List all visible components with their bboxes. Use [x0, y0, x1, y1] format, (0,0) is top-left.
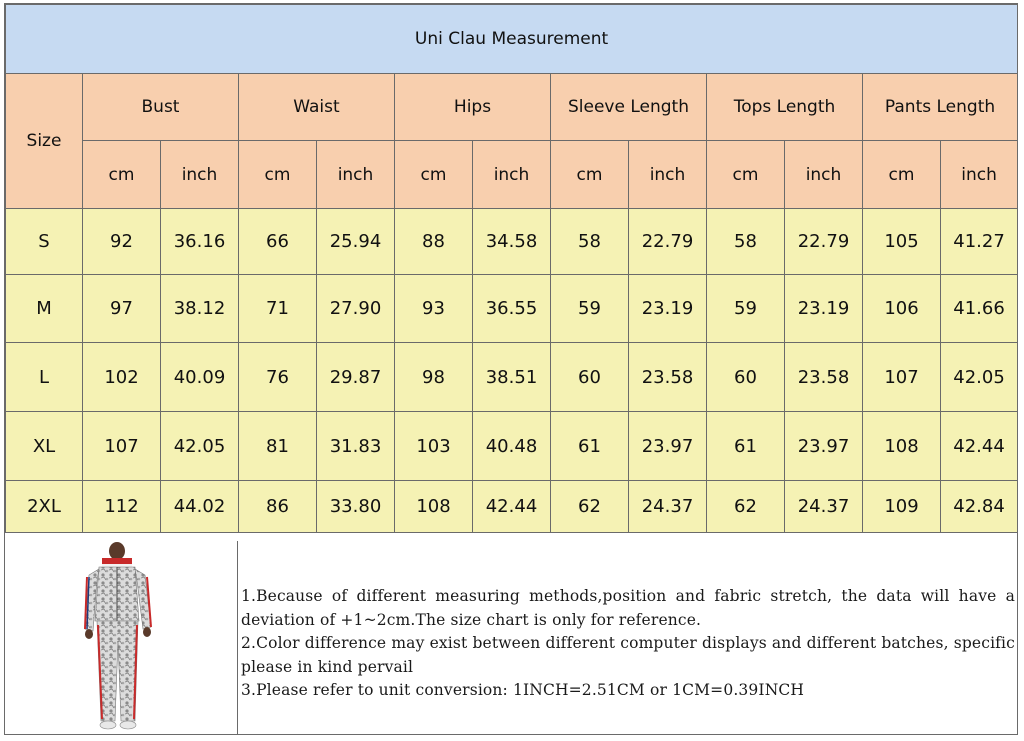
measurement-cell: 42.05	[161, 412, 239, 481]
measurement-cell: 103	[395, 412, 473, 481]
measurement-cell: 86	[239, 481, 317, 533]
size-label: M	[6, 275, 83, 343]
measurement-cell: 40.09	[161, 343, 239, 412]
measurement-cell: 36.55	[473, 275, 551, 343]
measurement-cell: 59	[551, 275, 629, 343]
measurement-cell: 23.58	[629, 343, 707, 412]
unit-header-cm: cm	[863, 141, 941, 209]
measurement-cell: 71	[239, 275, 317, 343]
measurement-cell: 60	[551, 343, 629, 412]
measurement-cell: 44.02	[161, 481, 239, 533]
measurement-cell: 24.37	[785, 481, 863, 533]
measurement-cell: 105	[863, 209, 941, 275]
measurement-cell: 41.27	[941, 209, 1018, 275]
measurement-cell: 23.97	[785, 412, 863, 481]
measurement-cell: 107	[863, 343, 941, 412]
size-label: L	[6, 343, 83, 412]
group-header-tops-length: Tops Length	[707, 74, 863, 141]
unit-header-inch: inch	[317, 141, 395, 209]
measurement-cell: 40.48	[473, 412, 551, 481]
size-notes	[238, 541, 1017, 734]
unit-header-inch: inch	[473, 141, 551, 209]
measurement-cell: 23.97	[629, 412, 707, 481]
size-header: Size	[6, 74, 83, 209]
measurement-cell: 66	[239, 209, 317, 275]
group-header-waist: Waist	[239, 74, 395, 141]
measurement-cell: 112	[83, 481, 161, 533]
measurement-cell: 108	[395, 481, 473, 533]
unit-header-cm: cm	[707, 141, 785, 209]
measurement-cell: 97	[83, 275, 161, 343]
measurement-cell: 23.19	[629, 275, 707, 343]
measurement-cell: 88	[395, 209, 473, 275]
table-title: Uni Clau Measurement	[6, 5, 1018, 74]
table-row	[6, 275, 1018, 343]
model-figure-image	[5, 541, 237, 734]
measurement-cell: 76	[239, 343, 317, 412]
measurement-cell: 22.79	[785, 209, 863, 275]
measurement-cell: 33.80	[317, 481, 395, 533]
measurement-cell: 36.16	[161, 209, 239, 275]
measurement-cell: 62	[707, 481, 785, 533]
group-header-bust: Bust	[83, 74, 239, 141]
note-unit-conversion: 3.Please refer to unit conversion: 1INCH=2.51CM or 1CM=0.39INCH	[241, 681, 805, 700]
unit-header-inch: inch	[629, 141, 707, 209]
unit-header-inch: inch	[161, 141, 239, 209]
measurement-cell: 61	[707, 412, 785, 481]
measurement-cell: 106	[863, 275, 941, 343]
measurement-cell: 34.58	[473, 209, 551, 275]
size-label: 2XL	[6, 481, 83, 533]
measurement-cell: 22.79	[629, 209, 707, 275]
measurement-cell: 102	[83, 343, 161, 412]
measurement-cell: 42.44	[941, 412, 1018, 481]
measurement-cell: 109	[863, 481, 941, 533]
measurement-cell: 93	[395, 275, 473, 343]
group-header-hips: Hips	[395, 74, 551, 141]
unit-header-cm: cm	[83, 141, 161, 209]
measurement-rows	[6, 209, 1018, 533]
measurement-cell: 58	[707, 209, 785, 275]
table-row	[6, 481, 1018, 533]
unit-header-row	[6, 141, 1018, 209]
size-chart	[4, 3, 1018, 735]
measurement-cell: 24.37	[629, 481, 707, 533]
measurement-cell: 23.58	[785, 343, 863, 412]
note-measurement-deviation: 1.Because of different measuring methods,position and fabric stretch, the data will have a deviation of +1~2cm.The size chart is only for reference.	[241, 587, 1015, 629]
measurement-cell: 58	[551, 209, 629, 275]
measurement-cell: 42.05	[941, 343, 1018, 412]
measurement-cell: 29.87	[317, 343, 395, 412]
measurement-cell: 81	[239, 412, 317, 481]
measurement-cell: 59	[707, 275, 785, 343]
size-label: S	[6, 209, 83, 275]
unit-header-cm: cm	[239, 141, 317, 209]
measurement-cell: 23.19	[785, 275, 863, 343]
measurement-cell: 31.83	[317, 412, 395, 481]
note-color-difference: 2.Color difference may exist between different computer displays and different batches, specific please in kind pervail	[241, 634, 1015, 676]
footer-section	[5, 541, 1017, 734]
measurement-cell: 42.84	[941, 481, 1018, 533]
measurement-cell: 38.51	[473, 343, 551, 412]
size-table	[5, 4, 1018, 533]
table-row	[6, 412, 1018, 481]
unit-header-cm: cm	[395, 141, 473, 209]
measurement-cell: 62	[551, 481, 629, 533]
measurement-cell: 60	[707, 343, 785, 412]
size-label: XL	[6, 412, 83, 481]
unit-header-inch: inch	[941, 141, 1018, 209]
table-row	[6, 209, 1018, 275]
measurement-cell: 42.44	[473, 481, 551, 533]
table-row	[6, 343, 1018, 412]
group-header-sleeve-length: Sleeve Length	[551, 74, 707, 141]
unit-header-cm: cm	[551, 141, 629, 209]
measurement-cell: 108	[863, 412, 941, 481]
measurement-cell: 27.90	[317, 275, 395, 343]
measurement-cell: 92	[83, 209, 161, 275]
unit-header-inch: inch	[785, 141, 863, 209]
product-photo	[5, 541, 238, 734]
measurement-cell: 38.12	[161, 275, 239, 343]
measurement-cell: 61	[551, 412, 629, 481]
group-header-pants-length: Pants Length	[863, 74, 1018, 141]
measurement-cell: 25.94	[317, 209, 395, 275]
measurement-cell: 107	[83, 412, 161, 481]
measurement-cell: 41.66	[941, 275, 1018, 343]
measurement-cell: 98	[395, 343, 473, 412]
